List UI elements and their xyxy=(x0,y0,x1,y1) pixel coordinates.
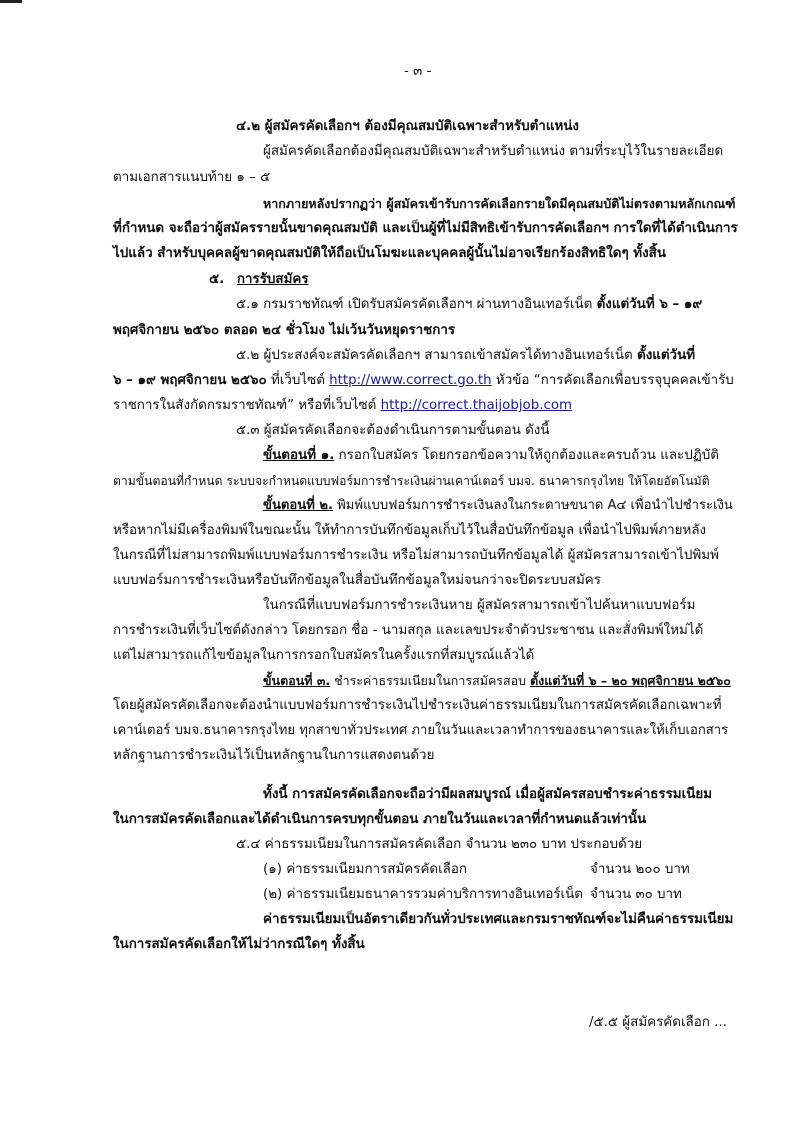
step-3-line: ขั้นตอนที่ ๓. ชำระค่าธรรมเนียมในการสมัครสอบ ตั้งแต่วันที่ ๖ – ๒๐ พฤศจิกายน ๒๕๖๐ xyxy=(263,673,731,688)
item-5-3-line: ๕.๓ ผู้สมัครคัดเลือกจะต้องดำเนินการตามขั้นตอน ดังนี้ xyxy=(236,423,550,438)
heading-5 xyxy=(209,271,309,289)
step-3-label: ขั้นตอนที่ ๓. xyxy=(263,673,331,688)
paragraph-line: ตามเอกสารแนบท้าย ๑ – ๕ xyxy=(113,170,271,185)
fee-label: (๒) ค่าธรรมเนียมธนาคารรวมค่าบริการทางอินเทอร์เน็ต xyxy=(263,887,583,902)
item-5-2-line: ราชการในสังกัดกรมราชทัณฑ์” หรือที่เว็บไซต์ http://correct.thaijobjob.com xyxy=(113,398,573,413)
lost-form-line: แต่ไม่สามารถแก้ไขข้อมูลในการกรอกใบสมัครในครั้งแรกที่สมบูรณ์แล้วได้ xyxy=(113,648,535,663)
step-1-line: ขั้นตอนที่ ๑. กรอกใบสมัคร โดยกรอกข้อความให้ถูกต้องและครบถ้วน และปฏิบัติ xyxy=(263,448,719,463)
fee-note-line: ในการสมัครคัดเลือกให้ไม่ว่ากรณีใดๆ ทั้งสิ้น xyxy=(113,937,365,952)
step-3-line: เคาน์เตอร์ บมจ.ธนาคารกรุงไทย ทุกสาขาทั่วประเทศ ภายในวันและเวลาทำการของธนาคารและให้เก็บเอกสาร xyxy=(113,723,729,738)
lost-form-line: การชำระเงินที่เว็บไซต์ดังกล่าว โดยกรอก ชื่อ - นามสกุล และเลขประจำตัวประชาชน และสั่งพิมพ์ใหม่ได้ xyxy=(113,623,704,638)
payment-date-range: ตั้งแต่วันที่ ๖ – ๒๐ พฤศจิกายน ๒๕๖๐ xyxy=(530,673,731,688)
paragraph-line: ผู้สมัครคัดเลือกต้องมีคุณสมบัติเฉพาะสำหรับตำแหน่ง ตามที่ระบุไว้ในรายละเอียด xyxy=(263,144,724,159)
fee-label: (๑) ค่าธรรมเนียมการสมัครคัดเลือก xyxy=(263,862,468,877)
step-2-line: หรือหากไม่มีเครื่องพิมพ์ในขณะนั้น ให้ทำการบันทึกข้อมูลเก็บไว้ในสื่อบันทึกข้อมูล เพื่อนำไปพิมพ์ภายหลัง xyxy=(113,523,707,538)
step-1-line: ตามขั้นตอนที่กำหนด ระบบจะกำหนดแบบฟอร์มการชำระเงินผ่านเคาน์เตอร์ บมจ. ธนาคารกรุงไทย ให้โดยอัตโนมัติ xyxy=(113,474,710,488)
fee-note-line: ค่าธรรมเนียมเป็นอัตราเดียวกันทั่วประเทศและกรมราชทัณฑ์จะไม่คืนค่าธรรมเนียม xyxy=(263,912,734,927)
paragraph-line: ที่กำหนด จะถือว่าผู้สมัครรายนั้นขาดคุณสมบัติ และเป็นผู้ที่ไม่มีสิทธิเข้ารับการคัดเลือกฯ การใดที่ได้ดำเนินการ xyxy=(113,221,738,236)
heading-4-2: ๔.๒ ผู้สมัครคัดเลือกฯ ต้องมีคุณสมบัติเฉพาะสำหรับตำแหน่ง xyxy=(236,119,579,134)
step-3-line: หลักฐานการชำระเงินไว้เป็นหลักฐานในการแสดงตนด้วย xyxy=(113,748,435,763)
thaijobjob-website-link[interactable]: http://correct.thaijobjob.com xyxy=(380,398,573,413)
fee-amount: จำนวน ๓๐ บาท xyxy=(590,887,682,902)
date-range: ตั้งแต่วันที่ ๖ – ๑๙ xyxy=(596,297,703,312)
section-title: การรับสมัคร xyxy=(236,272,309,287)
completion-note-line: ในการสมัครคัดเลือกและได้ดำเนินการครบทุกขั้นตอน ภายในวันและเวลาที่กำหนดแล้วเท่านั้น xyxy=(113,812,647,827)
item-5-2-line: ๖ – ๑๙ พฤศจิกายน ๒๕๖๐ ที่เว็บไซต์ http://www.correct.go.th หัวข้อ “การคัดเลือกเพื่อบรรจุบุคคลเข้ารับ xyxy=(113,373,734,388)
fee-item xyxy=(263,886,583,904)
page-number: - ๓ - xyxy=(404,64,432,79)
fee-amount: จำนวน ๒๐๐ บาท xyxy=(590,862,690,877)
item-5-2-line: ๕.๒ ผู้ประสงค์จะสมัครคัดเลือกฯ สามารถเข้าสมัครได้ทางอินเทอร์เน็ต ตั้งแต่วันที่ xyxy=(236,348,696,363)
fee-item xyxy=(263,861,467,879)
paragraph-line: หากภายหลังปรากฏว่า ผู้สมัครเข้ารับการคัดเลือกรายใดมีคุณสมบัติไม่ตรงตามหลักเกณฑ์ xyxy=(263,196,736,211)
item-5-1-line: ๕.๑ กรมราชทัณฑ์ เปิดรับสมัครคัดเลือกฯ ผ่านทางอินเทอร์เน็ต ตั้งแต่วันที่ ๖ – ๑๙ xyxy=(236,297,703,312)
paragraph-line: ไปแล้ว สำหรับบุคคลผู้ขาดคุณสมบัติให้ถือเป็นโมฆะและบุคคลผู้นั้นไม่อาจเรียกร้องสิทธิใดๆ ทั้งสิ้น xyxy=(113,246,666,261)
step-2-label: ขั้นตอนที่ ๒. xyxy=(263,498,334,513)
lost-form-line: ในกรณีที่แบบฟอร์มการชำระเงินหาย ผู้สมัครสามารถเข้าไปค้นหาแบบฟอร์ม xyxy=(263,598,696,613)
step-2-line: ขั้นตอนที่ ๒. พิมพ์แบบฟอร์มการชำระเงินลงในกระดาษขนาด A๔ เพื่อนำไปชำระเงิน xyxy=(263,498,733,513)
section-number: ๕. xyxy=(209,272,225,287)
item-5-4-line: ๕.๔ ค่าธรรมเนียมในการสมัครคัดเลือก จำนวน ๒๓๐ บาท ประกอบด้วย xyxy=(236,837,643,852)
step-3-line: โดยผู้สมัครคัดเลือกจะต้องนำแบบฟอร์มการชำระเงินไปชำระเงินค่าธรรมเนียมในการสมัครคัดเลือกเฉพาะที่ xyxy=(113,698,722,713)
completion-note-line: ทั้งนี้ การสมัครคัดเลือกจะถือว่ามีผลสมบูรณ์ เมื่อผู้สมัครสอบชำระค่าธรรมเนียม xyxy=(263,787,713,802)
step-2-line: แบบฟอร์มการชำระเงินหรือบันทึกข้อมูลในสื่อบันทึกข้อมูลใหม่จนกว่าจะปิดระบบสมัคร xyxy=(113,573,601,588)
continuation-note: /๕.๕ ผู้สมัครคัดเลือก ... xyxy=(589,1015,727,1030)
step-1-label: ขั้นตอนที่ ๑. xyxy=(263,448,335,463)
correct-website-link[interactable]: http://www.correct.go.th xyxy=(329,373,492,388)
step-2-line: ในกรณีที่ไม่สามารถพิมพ์แบบฟอร์มการชำระเงิน หรือไม่สามารถบันทึกข้อมูลได้ ผู้สมัครสามารถเข้าไปพิมพ์ xyxy=(113,548,719,563)
scan-edge-mark xyxy=(0,0,22,3)
item-5-1-line: พฤศจิกายน ๒๕๖๐ ตลอด ๒๔ ชั่วโมง ไม่เว้นวันหยุดราชการ xyxy=(113,323,456,338)
